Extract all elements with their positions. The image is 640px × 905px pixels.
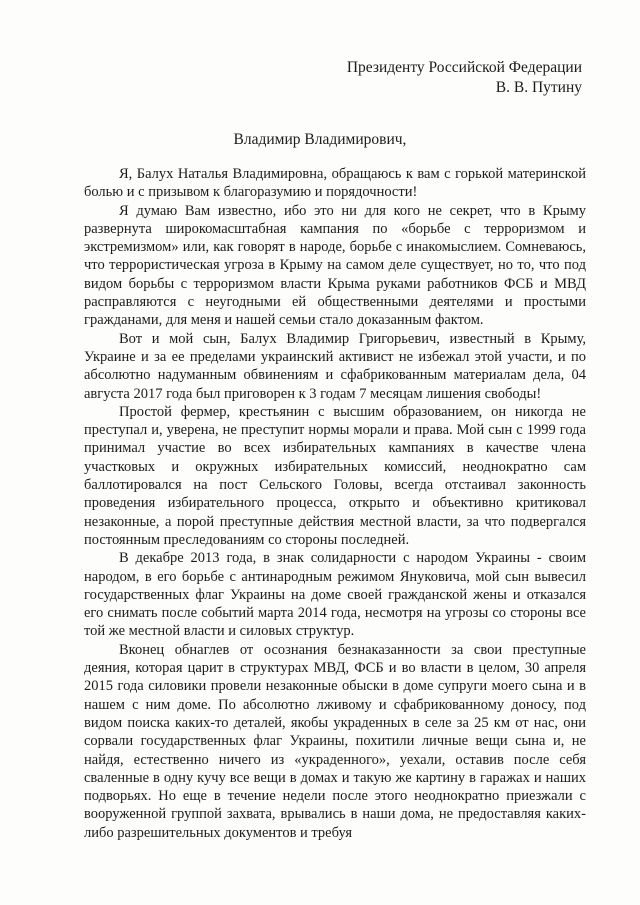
salutation: Владимир Владимирович, (233, 131, 407, 148)
paragraph: В декабре 2013 года, в знак солидарности с народом Украины - своим народом, в его борьбе с антинародным режимом Януковича, мой сын вывесил государственных флаг Украины на доме своей гражданской жены и отказался его снимать после событий марта 2014 года, несмотря на угрозы со стороны все той же местной власти и силовых структур. (84, 550, 586, 640)
paragraph: Я, Балух Наталья Владимировна, обращаюсь к вам с горькой материнской болью и с призывом к благоразумию и порядочности! (84, 166, 586, 201)
letter-body (84, 165, 586, 842)
addressee-name: В. В. Путину (495, 79, 582, 96)
paragraph: Я думаю Вам известно, ибо это ни для кого не секрет, что в Крыму развернута широкомасштабная кампания по «борьбе с терроризмом и экстремизмом» или, как говорят в народе, борьбе с инакомыслием. Сомневаюсь, что террористическая угроза в Крыму на самом деле существует, но то, что под видом борьбы с терроризмом власти Крыма руками работников ФСБ и МВД расправляются с неугодными ей общественными деятелями и простыми гражданами, для меня и нашей семьи стало доказанным фактом. (84, 202, 586, 329)
addressee-title: Президенту Российской Федерации (346, 59, 582, 76)
paragraph: Вот и мой сын, Балух Владимир Григорьевич, известный в Крыму, Украине и за ее пределами украинский активист не избежал этой участи, и по абсолютно надуманным обвинениям и сфабрикованным материалам дела, 04 августа 2017 года был приговорен к 3 годам 7 месяцам лишения свободы! (84, 330, 586, 402)
addressee-block (347, 58, 582, 98)
paragraph: Вконец обнаглев от осознания безнаказанности за свои преступные деяния, которая царит в структурах МВД, ФСБ и во власти в целом, 30 апреля 2015 года силовики провели незаконные обыски в доме супруги моего сына и в нашем с ним доме. По абсолютно лживому и сфабрикованному доносу, под видом поиска каких-то деталей, якобы украденных в селе за 25 км от нас, они сорвали государственных флаг Украины, похитили личные вещи сына и, не найдя, естественно ничего из «украденного», уехали, оставив после себя сваленные в одну кучу все вещи в домах и такую же картину в гаражах и наших подворьях. Но еще в течение недели после этого неоднократно приезжали с вооруженной группой захвата, врывались в наши дома, не предоставляя каких-либо разрешительных документов и требуя (84, 641, 586, 841)
paragraph: Простой фермер, крестьянин с высшим образованием, он никогда не преступал и, уверена, не преступит нормы морали и права. Мой сын с 1999 года принимал участие во всех избирательных кампаниях в качестве члена участковых и окружных избирательных комиссий, неоднократно сам баллотировался на пост Сельского Головы, всегда отстаивал законность проведения избирательного процесса, открыто и объективно критиковал незаконные, а порой преступные действия местной власти, за что подвергался постоянным преследованиям со стороны последней. (84, 403, 586, 548)
